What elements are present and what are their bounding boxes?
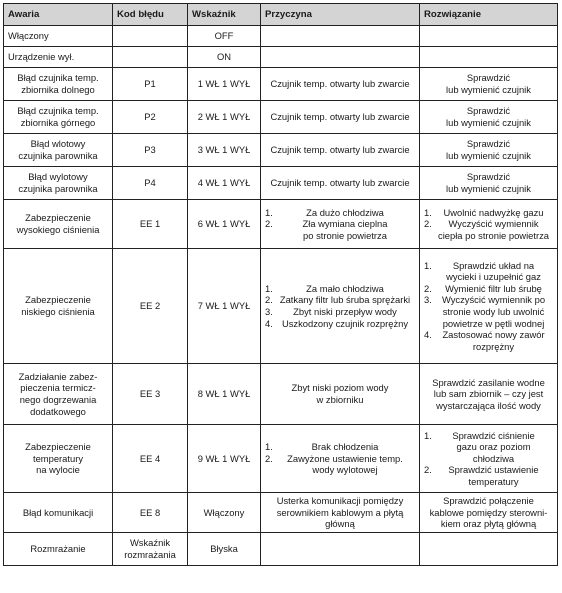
- fault-name-line: Urządzenie wył.: [8, 51, 75, 63]
- list-number: 2.: [265, 294, 273, 306]
- fault-name-line: Błąd komunikacji: [22, 506, 94, 518]
- list-text-line: Zła wymiana cieplna: [302, 218, 388, 230]
- fault-name-line: dodatkowego: [30, 405, 86, 417]
- table-row: [4, 425, 558, 493]
- header-fault: Awaria: [4, 4, 113, 26]
- list-number: 2.: [265, 452, 273, 464]
- cell-indicator: [188, 364, 261, 425]
- cause-text: [265, 111, 415, 123]
- list-text-line: wycieki i uzupełnić gaz: [446, 271, 541, 283]
- fault-name-line: Błąd czujnika temp.: [17, 72, 99, 84]
- list-text-line: temperatury: [468, 475, 519, 487]
- fault-name-line: temperatury: [32, 452, 84, 464]
- cell-solution: [420, 26, 558, 47]
- fault-name-line: Błąd wylotowy: [28, 171, 88, 183]
- fault-name: [8, 441, 108, 476]
- list-text-line: wody wylotowej: [312, 464, 378, 476]
- solution-list-item: [424, 207, 553, 219]
- cell-fault: [4, 249, 113, 364]
- fault-name-line: Błąd wlotowy: [30, 138, 86, 150]
- cell-indicator: [188, 249, 261, 364]
- list-text: [275, 218, 415, 241]
- cell-fault: [4, 364, 113, 425]
- table-row: [4, 134, 558, 167]
- cell-code: [113, 101, 188, 134]
- list-text: [434, 294, 553, 329]
- cell-fault: [4, 134, 113, 167]
- list-text-line: chłodziwa: [472, 452, 515, 464]
- cell-code: [113, 249, 188, 364]
- solution-list-item: [424, 260, 553, 283]
- indicator-value: 3 WŁ 1 WYŁ: [197, 144, 251, 156]
- cell-indicator: [188, 47, 261, 68]
- cause-list-item: [265, 294, 415, 306]
- list-text: [275, 306, 415, 318]
- fault-name-line: na wylocie: [36, 464, 80, 476]
- indicator-value: 7 WŁ 1 WYŁ: [197, 300, 251, 312]
- cell-cause: [261, 47, 420, 68]
- cell-indicator: [188, 68, 261, 101]
- cause-text: [265, 144, 415, 156]
- solution-list-item: [424, 283, 553, 295]
- solution-text-line: Sprawdzić zasilanie wodne: [432, 376, 545, 388]
- cell-code: [113, 364, 188, 425]
- fault-name: [8, 212, 108, 235]
- table-row: [4, 364, 558, 425]
- cell-solution: [420, 200, 558, 249]
- cell-code: [113, 533, 188, 566]
- fault-table-wrapper: [3, 3, 558, 566]
- cell-fault: [4, 493, 113, 533]
- solution-text: [424, 105, 553, 128]
- indicator-value: 8 WŁ 1 WYŁ: [197, 388, 251, 400]
- list-number: 3.: [265, 306, 273, 317]
- indicator-value: 6 WŁ 1 WYŁ: [197, 218, 251, 230]
- cause-text: [265, 382, 415, 405]
- list-text-line: Zastosować nowy zawór: [442, 329, 545, 341]
- solution-list-item: [424, 294, 553, 329]
- cell-fault: [4, 425, 113, 493]
- cell-fault: [4, 200, 113, 249]
- fault-name: [8, 51, 108, 63]
- cause-list-item: [265, 283, 415, 295]
- cause-list: [265, 207, 415, 242]
- cell-indicator: [188, 101, 261, 134]
- solution-text-line: lub wymienić czujnik: [446, 150, 531, 161]
- fault-name: [8, 294, 108, 317]
- solution-text-line: lub wymienić czujnik: [446, 84, 531, 95]
- list-text-line: Wyczyścić wymiennik: [448, 218, 539, 230]
- table-row: [4, 493, 558, 533]
- cell-solution: [420, 364, 558, 425]
- list-text-line: po stronie powietrza: [303, 229, 387, 241]
- list-text-line: Sprawdzić ciśnienie: [452, 429, 535, 441]
- cell-fault: [4, 47, 113, 68]
- list-text-line: stronie wody lub uwolnić: [442, 306, 545, 317]
- table-body: [4, 26, 558, 566]
- solution-list-item: [424, 430, 553, 465]
- cell-solution: [420, 425, 558, 493]
- solution-text-line: lub wymienić czujnik: [446, 183, 531, 194]
- cause-list-item: [265, 207, 415, 219]
- list-text-line: Zbyt niski przepływ wody: [293, 306, 397, 317]
- cell-fault: [4, 167, 113, 200]
- cell-solution: [420, 249, 558, 364]
- cell-solution: [420, 47, 558, 68]
- fault-name: [8, 138, 108, 161]
- solution-text-line: Sprawdzić połączenie: [443, 495, 534, 507]
- cell-indicator: [188, 533, 261, 566]
- list-text-line: Brak chłodzenia: [311, 441, 379, 453]
- fault-name: [8, 543, 108, 555]
- cause-text-line: główną: [325, 518, 355, 530]
- cell-fault: [4, 68, 113, 101]
- fault-name: [8, 171, 108, 194]
- cell-solution: [420, 101, 558, 134]
- cause-list-item: [265, 441, 415, 453]
- list-text-line: Uszkodzony czujnik rozprężny: [281, 317, 409, 329]
- solution-text: [424, 377, 553, 412]
- fault-name-line: czujnika parownika: [18, 150, 98, 161]
- list-text-line: Za dużo chłodziwa: [306, 206, 384, 218]
- list-number: 4.: [265, 317, 273, 329]
- error-code: P1: [144, 78, 156, 90]
- cell-indicator: [188, 134, 261, 167]
- header-solution: Rozwiązanie: [420, 4, 558, 26]
- solution-text: [424, 495, 553, 530]
- list-text: [434, 430, 553, 465]
- list-text: [275, 207, 415, 219]
- list-text-line: Wyczyścić wymiennik po: [441, 294, 546, 306]
- list-text: [434, 329, 553, 352]
- list-text: [275, 441, 415, 453]
- cell-code: [113, 493, 188, 533]
- cell-indicator: [188, 167, 261, 200]
- error-code-line: rozmrażania: [124, 549, 176, 560]
- solution-text-line: Sprawdzić: [466, 138, 511, 150]
- cell-solution: [420, 167, 558, 200]
- cell-code: [113, 167, 188, 200]
- cell-cause: [261, 493, 420, 533]
- cause-text-line: Czujnik temp. otwarty lub zwarcie: [270, 144, 410, 156]
- cell-code: [113, 47, 188, 68]
- cause-text: [265, 78, 415, 90]
- cell-fault: [4, 101, 113, 134]
- indicator-value: ON: [216, 51, 232, 63]
- indicator-value: 1 WŁ 1 WYŁ: [197, 78, 251, 90]
- table-header-row: [4, 4, 558, 26]
- list-number: 2.: [424, 464, 432, 476]
- error-code: EE 1: [139, 218, 161, 230]
- list-number: 1.: [265, 282, 273, 294]
- solution-text-line: lub sam zbiornik – czy jest: [433, 388, 544, 400]
- list-text: [275, 318, 415, 330]
- list-text: [434, 218, 553, 241]
- list-number: 3.: [424, 294, 432, 306]
- table-row: [4, 533, 558, 566]
- list-text-line: rozprężny: [472, 340, 515, 352]
- cell-cause: [261, 200, 420, 249]
- cell-solution: [420, 493, 558, 533]
- table-row: [4, 101, 558, 134]
- cell-code: [113, 425, 188, 493]
- solution-list-item: [424, 464, 553, 487]
- cell-cause: [261, 134, 420, 167]
- solution-text: [424, 138, 553, 161]
- list-number: 1.: [424, 429, 432, 441]
- list-text-line: powietrze w pętli wodnej: [442, 317, 545, 329]
- list-text-line: gazu oraz poziom: [456, 441, 531, 453]
- cell-fault: [4, 26, 113, 47]
- cell-cause: [261, 425, 420, 493]
- table-row: [4, 68, 558, 101]
- cell-cause: [261, 68, 420, 101]
- solution-text-line: Sprawdzić: [466, 72, 511, 84]
- error-code: [117, 537, 183, 560]
- cell-fault: [4, 533, 113, 566]
- list-text-line: Za mało chłodziwa: [306, 282, 384, 294]
- list-text: [275, 453, 415, 476]
- fault-name: [8, 371, 108, 417]
- cell-cause: [261, 26, 420, 47]
- fault-name: [8, 105, 108, 128]
- table-row: [4, 26, 558, 47]
- fault-name-line: czujnika parownika: [18, 183, 98, 194]
- list-text-line: Uwolnić nadwyżkę gazu: [443, 206, 544, 218]
- cell-code: [113, 134, 188, 167]
- fault-name-line: Zabezpieczenie: [25, 441, 91, 453]
- table-row: [4, 200, 558, 249]
- list-text-line: Zawyżone ustawienie temp.: [287, 452, 403, 464]
- list-text-line: Sprawdzić układ na: [452, 259, 535, 271]
- list-text-line: Sprawdzić ustawienie: [448, 464, 539, 476]
- cell-cause: [261, 533, 420, 566]
- header-indicator: Wskaźnik: [188, 4, 261, 26]
- list-number: 1.: [265, 206, 273, 218]
- cell-indicator: [188, 425, 261, 493]
- cause-text-line: Usterka komunikacji pomiędzy: [276, 495, 404, 507]
- cause-list: [265, 441, 415, 476]
- cell-solution: [420, 533, 558, 566]
- fault-name-line: nego dogrzewania: [19, 394, 97, 405]
- fault-name-line: Zabezpieczenie: [25, 212, 91, 224]
- cell-indicator: [188, 200, 261, 249]
- fault-name-line: pieczenia termicz-: [20, 382, 96, 394]
- indicator-value: 4 WŁ 1 WYŁ: [197, 177, 251, 189]
- error-code: P3: [144, 144, 156, 156]
- solution-text-line: wystarczająca ilość wody: [436, 399, 541, 411]
- solution-text-line: lub wymienić czujnik: [446, 117, 531, 128]
- solution-text: [424, 171, 553, 194]
- cause-text-line: w zbiorniku: [316, 394, 364, 405]
- cause-list: [265, 283, 415, 329]
- solution-text-line: kablowe pomiędzy sterowni-: [429, 506, 548, 518]
- solution-list-item: [424, 218, 553, 241]
- solution-list-item: [424, 329, 553, 352]
- cause-text-line: serownikiem kablowym a płytą: [276, 506, 404, 518]
- list-text: [275, 283, 415, 295]
- solution-text: [424, 72, 553, 95]
- cell-cause: [261, 101, 420, 134]
- cause-text-line: Czujnik temp. otwarty lub zwarcie: [270, 177, 410, 189]
- cause-list-item: [265, 218, 415, 241]
- solution-list: [424, 430, 553, 488]
- list-text: [434, 464, 553, 487]
- indicator-value: 9 WŁ 1 WYŁ: [197, 452, 251, 464]
- list-number: 4.: [424, 329, 432, 341]
- list-text: [434, 207, 553, 219]
- cell-solution: [420, 134, 558, 167]
- list-text-line: ciepła po stronie powietrza: [438, 229, 549, 241]
- cell-cause: [261, 364, 420, 425]
- fault-name: [8, 507, 108, 519]
- table-row: [4, 249, 558, 364]
- list-text-line: Wymienić filtr lub śrubę: [445, 282, 542, 294]
- fault-name-line: Błąd czujnika temp.: [17, 105, 99, 117]
- error-code: EE 4: [139, 452, 161, 464]
- list-number: 1.: [424, 206, 432, 218]
- fault-name-line: Rozmrażanie: [30, 543, 86, 555]
- cause-text: [265, 495, 415, 530]
- cause-text-line: Czujnik temp. otwarty lub zwarcie: [270, 78, 410, 90]
- cell-solution: [420, 68, 558, 101]
- list-text: [434, 260, 553, 283]
- fault-name-line: wysokiego ciśnienia: [16, 224, 100, 235]
- cell-code: [113, 26, 188, 47]
- header-code: Kod błędu: [113, 4, 188, 26]
- cause-list-item: [265, 453, 415, 476]
- cell-code: [113, 68, 188, 101]
- list-number: 2.: [424, 282, 432, 294]
- list-number: 1.: [265, 441, 273, 453]
- indicator-value: OFF: [214, 30, 234, 42]
- header-cause: Przyczyna: [261, 4, 420, 26]
- fault-name-line: Włączony: [8, 30, 49, 42]
- cause-text-line: Czujnik temp. otwarty lub zwarcie: [270, 111, 410, 123]
- fault-name-line: Zadziałanie zabez-: [18, 370, 98, 382]
- cell-indicator: [188, 26, 261, 47]
- fault-name-line: zbiornika dolnego: [21, 84, 95, 95]
- solution-text-line: Sprawdzić: [466, 171, 511, 183]
- cause-text: [265, 177, 415, 189]
- cell-indicator: [188, 493, 261, 533]
- error-code: P2: [144, 111, 156, 123]
- solution-text-line: kiem oraz płytą główną: [440, 518, 537, 530]
- error-code-line: Wskaźnik: [129, 537, 171, 549]
- cell-cause: [261, 249, 420, 364]
- list-number: 1.: [424, 259, 432, 271]
- list-number: 2.: [424, 218, 432, 230]
- fault-name: [8, 72, 108, 95]
- solution-list: [424, 207, 553, 242]
- list-number: 2.: [265, 218, 273, 230]
- cell-code: [113, 200, 188, 249]
- cause-list-item: [265, 306, 415, 318]
- solution-text-line: Sprawdzić: [466, 105, 511, 117]
- table-row: [4, 47, 558, 68]
- table-row: [4, 167, 558, 200]
- cause-list-item: [265, 318, 415, 330]
- fault-name-line: zbiornika górnego: [20, 117, 96, 128]
- fault-code-table: [3, 3, 558, 566]
- fault-name: [8, 30, 108, 42]
- cell-cause: [261, 167, 420, 200]
- list-text: [434, 283, 553, 295]
- solution-list: [424, 260, 553, 353]
- list-text: [275, 294, 415, 306]
- fault-name-line: Zabezpieczenie: [25, 294, 91, 306]
- indicator-value: Błyska: [210, 543, 238, 555]
- error-code: P4: [144, 177, 156, 189]
- cause-text-line: Zbyt niski poziom wody: [291, 382, 389, 394]
- error-code: EE 2: [139, 300, 161, 312]
- error-code: EE 3: [139, 388, 161, 400]
- list-text-line: Zatkany filtr lub śruba sprężarki: [279, 294, 411, 306]
- indicator-value: 2 WŁ 1 WYŁ: [197, 111, 251, 123]
- fault-name-line: niskiego ciśnienia: [21, 306, 95, 317]
- indicator-value: Włączony: [203, 506, 245, 518]
- error-code: EE 8: [139, 506, 161, 518]
